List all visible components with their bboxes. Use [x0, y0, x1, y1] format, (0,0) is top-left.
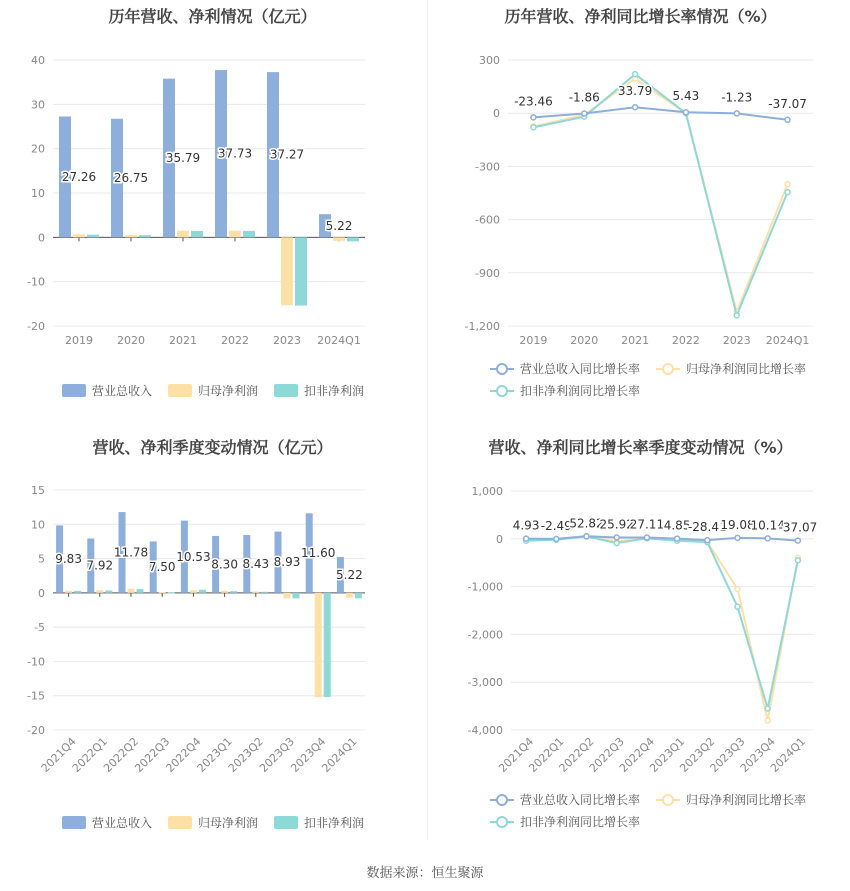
x-tick-label: 2022Q1 [69, 734, 110, 775]
y-tick-label: -20 [27, 724, 45, 737]
annual-growth-panel [428, 0, 850, 420]
x-tick-label: 2023Q2 [225, 734, 266, 775]
legend-label: 归母净利润 [198, 816, 259, 830]
bar [177, 231, 189, 238]
bar [284, 593, 291, 598]
data-label: -2.49 [540, 518, 572, 533]
legend-marker [497, 364, 507, 374]
x-tick-label: 2022 [221, 334, 249, 347]
x-tick-label: 2021 [169, 334, 197, 347]
legend-marker [497, 795, 507, 805]
legend-label: 营业总收入 [92, 816, 153, 830]
data-point [785, 190, 790, 195]
x-tick-label: 2023Q4 [288, 734, 329, 775]
data-point [582, 111, 587, 116]
chart-title: 历年营收、净利同比增长率情况（%） [504, 7, 777, 26]
bar [73, 234, 85, 237]
y-tick-label: -20 [27, 320, 45, 333]
bar [324, 593, 331, 697]
data-point [705, 538, 710, 543]
legend-marker [497, 817, 507, 827]
y-tick-label: -300 [475, 160, 500, 174]
bar [96, 590, 103, 593]
bar [199, 590, 206, 593]
x-tick-label: 2022Q3 [132, 734, 173, 775]
data-label: 4.93 [512, 518, 540, 533]
data-label: -28.41 [687, 520, 727, 535]
bar [74, 591, 81, 593]
bar [252, 591, 259, 592]
data-label: 27.26 [61, 169, 97, 184]
data-label: 11.60 [301, 546, 336, 561]
x-tick-label: 2022Q4 [616, 734, 658, 775]
data-point [735, 586, 740, 591]
bar [229, 231, 241, 238]
bar [295, 237, 307, 305]
bar [355, 593, 362, 598]
bar [190, 590, 197, 593]
y-tick-label: 30 [31, 98, 45, 112]
bar [105, 590, 112, 592]
data-label: 52.82 [569, 516, 604, 531]
data-label: 9.83 [55, 552, 82, 567]
y-tick-label: -1,000 [467, 580, 503, 594]
data-label: 8.93 [273, 555, 301, 570]
data-label: 25.92 [599, 517, 634, 532]
bar [281, 237, 293, 305]
y-tick-label: -900 [475, 266, 500, 280]
legend-swatch [274, 384, 298, 397]
quarterly-values-panel [0, 425, 425, 845]
x-tick-label: 2023Q3 [707, 734, 748, 775]
bar [333, 237, 345, 241]
data-label: 5.43 [672, 89, 700, 104]
x-tick-label: 2020 [570, 334, 599, 347]
x-tick-label: 2022Q2 [101, 734, 142, 775]
quarterly-values-chart [0, 425, 425, 845]
legend-label: 归母净利润同比增长率 [686, 362, 807, 376]
quarterly-growth-panel [428, 425, 850, 845]
x-tick-label: 2020 [117, 334, 145, 347]
data-point [554, 536, 559, 541]
y-tick-label: 5 [38, 552, 45, 566]
y-tick-label: 0 [38, 231, 45, 245]
chart-title: 历年营收、净利情况（亿元） [108, 7, 317, 26]
legend-marker [663, 795, 673, 805]
data-label: -23.46 [514, 94, 553, 109]
quarterly-growth-chart [428, 425, 850, 845]
data-label: 7.50 [148, 560, 176, 575]
y-tick-label: 10 [31, 518, 45, 532]
data-point [734, 111, 739, 116]
data-label: 5.22 [325, 218, 353, 233]
legend-swatch [62, 384, 86, 397]
bar [159, 592, 166, 593]
y-tick-label: 15 [31, 484, 45, 497]
data-label: 37.73 [217, 146, 253, 161]
data-label: 5.22 [336, 567, 363, 582]
bar [125, 235, 137, 237]
data-label: 8.30 [211, 557, 238, 572]
data-point [735, 535, 740, 540]
data-point [735, 604, 740, 609]
bar [315, 593, 322, 697]
data-point [633, 72, 638, 77]
legend-label: 归母净利润同比增长率 [686, 793, 807, 807]
x-tick-label: 2024Q1 [319, 734, 360, 775]
data-label: 37.27 [269, 147, 305, 162]
x-tick-label: 2023Q1 [647, 734, 688, 775]
bar [261, 592, 268, 593]
x-tick-label: 2022Q4 [163, 734, 204, 775]
data-label: -37.07 [778, 520, 818, 535]
y-tick-label: 20 [31, 142, 45, 156]
data-label: 8.43 [242, 556, 270, 571]
x-tick-label: 2019 [519, 334, 548, 347]
data-point [614, 541, 619, 546]
data-label: 11.78 [113, 545, 149, 560]
data-label: -1.86 [568, 90, 600, 105]
data-label: 27.11 [629, 517, 665, 532]
y-tick-label: -3,000 [467, 676, 503, 690]
x-tick-label: 2021Q4 [38, 734, 79, 775]
series-line [526, 536, 798, 721]
data-label: 10.53 [176, 549, 211, 564]
legend-label: 归母净利润 [198, 384, 259, 398]
data-point [795, 558, 800, 563]
bar [168, 593, 175, 594]
y-tick-label: -1,200 [464, 320, 500, 333]
data-label: 19.08 [720, 517, 755, 532]
data-point [785, 182, 790, 187]
y-tick-label: -4,000 [467, 724, 503, 737]
x-tick-label: 2022Q1 [526, 734, 567, 775]
x-tick-label: 2022Q2 [556, 734, 597, 775]
y-tick-label: 0 [493, 107, 500, 121]
data-point [765, 536, 770, 541]
bar [128, 589, 135, 593]
legend-label: 扣非净利润同比增长率 [520, 815, 641, 829]
bar [221, 591, 228, 593]
data-source: 数据来源：恒生聚源 [366, 866, 484, 881]
data-point [765, 706, 770, 711]
data-point [584, 534, 589, 539]
x-tick-label: 2023 [722, 334, 751, 347]
x-tick-label: 2023 [273, 334, 301, 347]
bar [230, 591, 237, 593]
x-tick-label: 2021 [621, 334, 650, 347]
y-tick-label: -15 [27, 689, 45, 703]
data-point [785, 117, 790, 122]
x-tick-label: 2022 [671, 334, 700, 347]
data-point [524, 536, 529, 541]
chart-title: 营收、净利季度变动情况（亿元） [92, 438, 333, 457]
y-tick-label: -2,000 [467, 628, 503, 642]
y-tick-label: -600 [475, 213, 500, 227]
x-tick-label: 2024Q1 [765, 334, 810, 347]
annual-values-panel [0, 0, 425, 420]
bar [347, 237, 359, 241]
data-point [765, 718, 770, 723]
bar [139, 235, 151, 237]
legend-label: 扣非净利润同比增长率 [520, 384, 641, 398]
y-tick-label: 10 [31, 187, 45, 200]
x-tick-label: 2023Q2 [677, 734, 718, 775]
legend-label: 营业总收入同比增长率 [520, 793, 641, 807]
legend-label: 营业总收入 [92, 384, 153, 398]
legend-swatch [168, 384, 192, 397]
legend-swatch [62, 816, 86, 829]
x-tick-label: 2024Q1 [317, 334, 361, 347]
x-tick-label: 2024Q1 [767, 734, 809, 775]
data-point [734, 313, 739, 318]
legend-marker [497, 386, 507, 396]
bar [191, 231, 203, 237]
data-label: 7.92 [86, 558, 114, 573]
x-tick-label: 2023Q3 [257, 734, 298, 775]
chart-title: 营收、净利同比增长率季度变动情况（%） [488, 438, 793, 457]
x-tick-label: 2021Q4 [496, 734, 537, 775]
y-tick-label: -10 [27, 275, 45, 289]
legend-label: 扣非净利润 [304, 816, 365, 830]
bar [346, 593, 353, 598]
y-tick-label: 0 [496, 532, 503, 546]
y-tick-label: 40 [31, 54, 45, 67]
x-tick-label: 2019 [65, 334, 93, 347]
data-label: -1.23 [721, 90, 753, 105]
legend-swatch [168, 816, 192, 829]
data-point [795, 538, 800, 543]
bar [65, 591, 72, 593]
data-label: 10.14 [750, 518, 785, 533]
data-point [531, 115, 536, 120]
data-point [675, 536, 680, 541]
y-tick-label: 1,000 [471, 485, 503, 498]
legend-label: 扣非净利润 [304, 384, 365, 398]
data-label: 35.79 [165, 150, 201, 165]
bar [243, 231, 255, 237]
bar [87, 235, 99, 238]
bar [293, 593, 300, 598]
legend-swatch [274, 816, 298, 829]
data-point [633, 105, 638, 110]
data-label: 33.79 [617, 84, 653, 99]
x-tick-label: 2022Q3 [586, 734, 627, 775]
data-label: 4.85 [663, 518, 691, 533]
y-tick-label: -5 [34, 621, 45, 635]
legend-label: 营业总收入同比增长率 [520, 362, 641, 376]
y-tick-label: -10 [27, 655, 45, 669]
x-tick-label: 2023Q1 [194, 734, 235, 775]
data-label: 26.75 [113, 171, 149, 186]
y-tick-label: 300 [479, 54, 500, 67]
data-label: -37.07 [768, 96, 807, 111]
annual-growth-chart [428, 0, 850, 420]
data-point [614, 535, 619, 540]
x-tick-label: 2023Q4 [737, 734, 778, 775]
annual-values-chart [0, 0, 425, 420]
bar [137, 589, 144, 593]
data-point [531, 125, 536, 130]
y-tick-label: 0 [38, 586, 45, 600]
data-point [644, 535, 649, 540]
data-point [683, 110, 688, 115]
legend-marker [663, 364, 673, 374]
